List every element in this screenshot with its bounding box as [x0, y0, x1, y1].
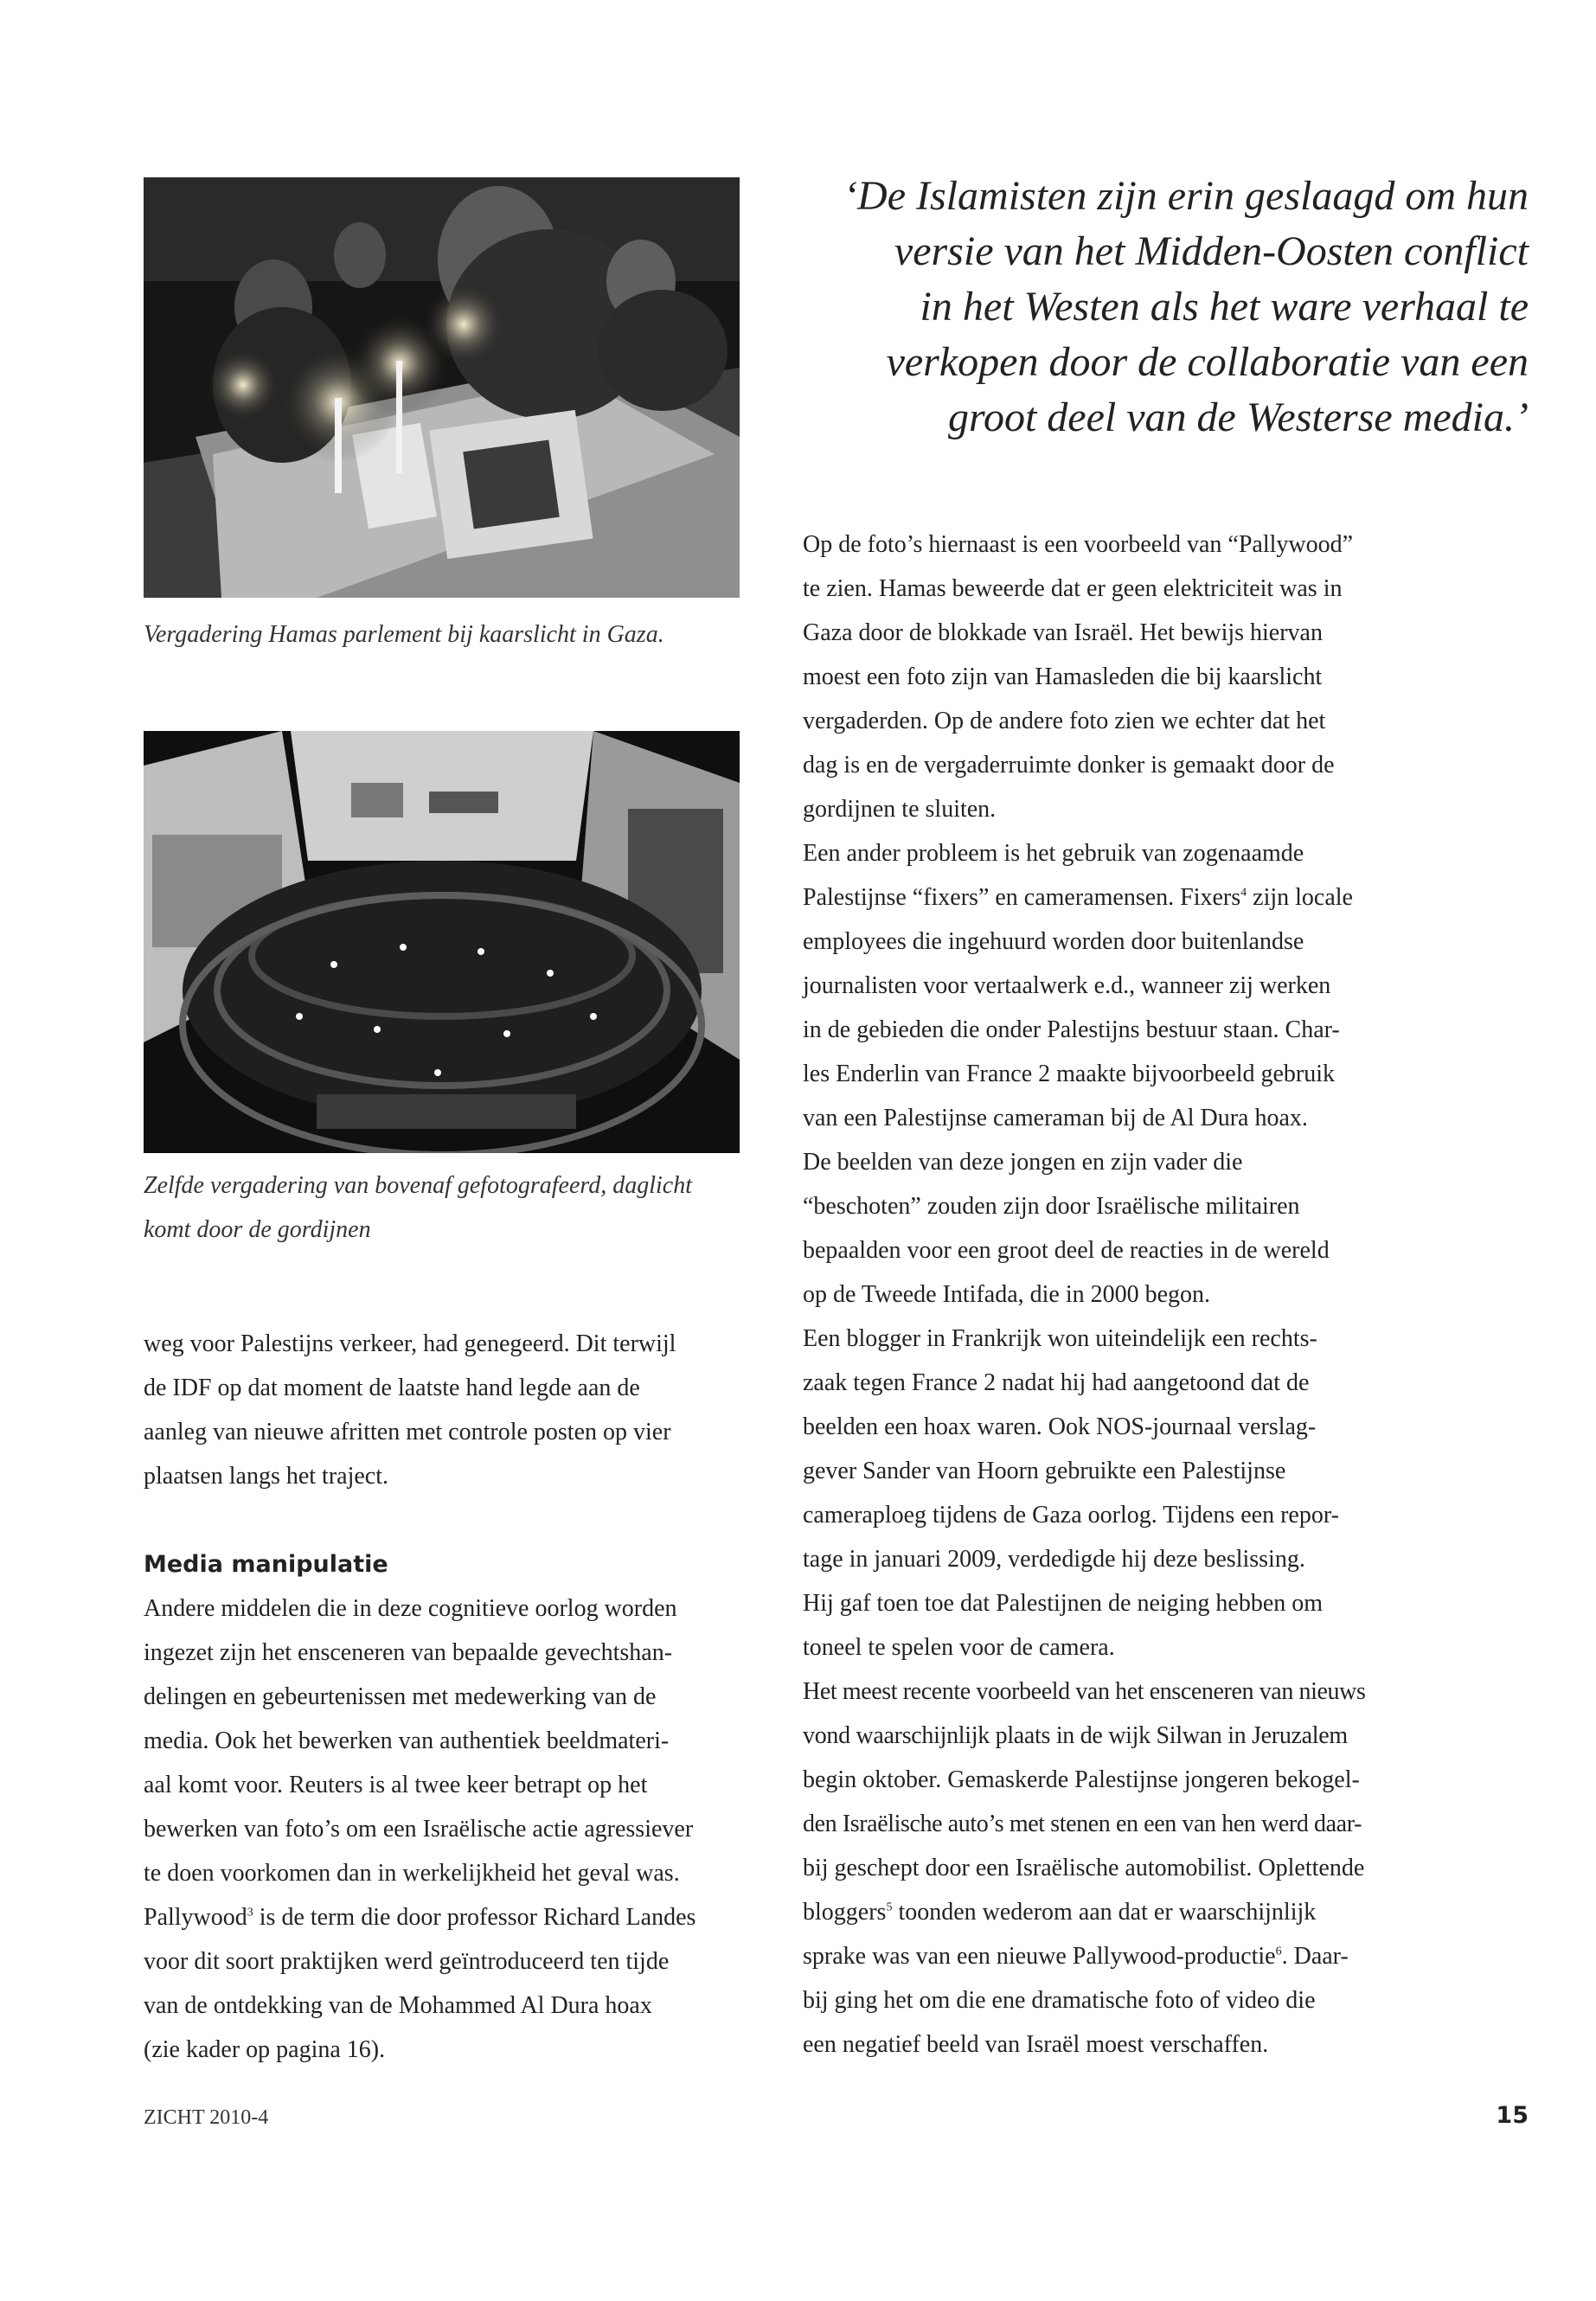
text-line: Een ander probleem is het gebruik van zogenaamde	[803, 840, 1304, 867]
page-number: 15	[1496, 2102, 1529, 2129]
candlelight-meeting-photo	[144, 177, 740, 598]
text-line: beelden een hoax waren. Ook NOS-journaal verslag-	[803, 1413, 1317, 1440]
text-line: voor dit soort praktijken werd geïntroduceerd ten tijde	[144, 1948, 670, 1975]
quote-line: groot deel van de Westerse media.’	[948, 394, 1529, 440]
photo1-caption: Vergadering Hamas parlement bij kaarslicht in Gaza.	[144, 621, 664, 648]
text-line: cameraploeg tijdens de Gaza oorlog. Tijdens een repor-	[803, 1502, 1339, 1529]
text-line: begin oktober. Gemaskerde Palestijnse jongeren bekogel-	[803, 1766, 1360, 1793]
text-run: sprake was van een nieuwe Pallywood-productie	[803, 1943, 1276, 1970]
text-line: gever Sander van Hoorn gebruikte een Palestijnse	[803, 1458, 1286, 1484]
text-line: Een blogger in Frankrijk won uiteindelijk een rechts-	[803, 1325, 1317, 1352]
publication-label: ZICHT 2010-4	[144, 2106, 269, 2129]
text-line: de IDF op dat moment de laatste hand legde aan de	[144, 1375, 640, 1401]
quote-line: in het Westen als het ware verhaal te	[920, 284, 1529, 330]
text-line: Hij gaf toen toe dat Palestijnen de neiging hebben om	[803, 1590, 1324, 1617]
text-line: employees die ingehuurd worden door buitenlandse	[803, 928, 1304, 955]
text-line: moest een foto zijn van Hamasleden die bij kaarslicht	[803, 663, 1323, 690]
text-line: bij ging het om die ene dramatische foto of video die	[803, 1987, 1316, 2014]
text-run: zijn locale	[1247, 884, 1353, 911]
right-column	[803, 522, 1426, 2067]
quote-line: ‘De Islamisten zijn erin geslaagd om hun	[843, 173, 1529, 219]
text-line: dag is en de vergaderruimte donker is gemaakt door de	[803, 752, 1335, 779]
text-line	[803, 875, 1426, 920]
meeting-overhead-photo	[144, 731, 740, 1153]
footnote-4: 4	[1240, 886, 1247, 900]
left-column	[144, 1322, 749, 2072]
photo2-caption-line: Zelfde vergadering van bovenaf gefotografeerd, daglicht	[144, 1172, 693, 1199]
text-line: van de ontdekking van de Mohammed Al Dura hoax	[144, 1992, 652, 2019]
text-line: bepaalden voor een groot deel de reacties in de wereld	[803, 1237, 1330, 1264]
text-line	[803, 1890, 1426, 1934]
text-line: Gaza door de blokkade van Israël. Het bewijs hiervan	[803, 619, 1323, 646]
text-line: tage in januari 2009, verdedigde hij deze beslissing.	[803, 1546, 1305, 1573]
photo2-caption	[144, 1163, 749, 1252]
text-line: op de Tweede Intifada, die in 2000 begon.	[803, 1281, 1211, 1308]
text-line: zaak tegen France 2 nadat hij had aangetoond dat de	[803, 1369, 1310, 1396]
text-line: vergaderden. Op de andere foto zien we echter dat het	[803, 708, 1326, 734]
text-line: bij geschept door een Israëlische automobilist. Oplettende	[803, 1855, 1365, 1881]
text-line: les Enderlin van France 2 maakte bijvoorbeeld gebruik	[803, 1061, 1336, 1087]
text-line: weg voor Palestijns verkeer, had genegeerd. Dit terwijl	[144, 1330, 676, 1357]
text-line: media. Ook het bewerken van authentiek beeldmateri-	[144, 1727, 670, 1754]
pull-quote	[761, 169, 1529, 445]
text-line: delingen en gebeurtenissen met medewerking van de	[144, 1683, 657, 1710]
text-line	[803, 1934, 1426, 1978]
meeting-overhead-illustration	[144, 731, 740, 1153]
text-line: (zie kader op pagina 16).	[144, 2036, 386, 2063]
text-line: van een Palestijnse cameraman bij de Al Dura hoax.	[803, 1105, 1308, 1131]
text-line: te zien. Hamas beweerde dat er geen elektriciteit was in	[803, 575, 1343, 602]
footnote-5: 5	[886, 1900, 893, 1914]
text-run: Palestijnse “fixers” en cameramensen. Fixers	[803, 884, 1241, 911]
candlelight-meeting-illustration	[144, 177, 740, 598]
text-line: bewerken van foto’s om een Israëlische actie agressiever	[144, 1816, 694, 1843]
text-line: gordijnen te sluiten.	[803, 796, 997, 823]
text-line: De beelden van deze jongen en zijn vader die	[803, 1149, 1243, 1176]
text-line: ingezet zijn het ensceneren van bepaalde gevechtshan-	[144, 1639, 673, 1666]
footnote-3: 3	[247, 1906, 253, 1920]
footnote-6: 6	[1275, 1945, 1282, 1958]
text-line: “beschoten” zouden zijn door Israëlische militairen	[803, 1193, 1300, 1220]
text-line: toneel te spelen voor de camera.	[803, 1634, 1115, 1661]
text-line: Op de foto’s hiernaast is een voorbeeld van “Pallywood”	[803, 531, 1354, 558]
text-line: Andere middelen die in deze cognitieve oorlog worden	[144, 1595, 677, 1622]
text-line: aanleg van nieuwe afritten met controle posten op vier	[144, 1419, 671, 1445]
text-line: een negatief beeld van Israël moest verschaffen.	[803, 2031, 1269, 2058]
text-line: aal komt voor. Reuters is al twee keer betrapt op het	[144, 1772, 648, 1798]
text-run: is de term die door professor Richard Landes	[253, 1904, 696, 1931]
text-run: . Daar-	[1281, 1943, 1349, 1970]
text-line: Het meest recente voorbeeld van het ensceneren van nieuws	[803, 1678, 1366, 1705]
text-line: journalisten voor vertaalwerk e.d., wanneer zij werken	[803, 972, 1331, 999]
text-line: in de gebieden die onder Palestijns bestuur staan. Char-	[803, 1016, 1340, 1043]
section-heading: Media manipulatie	[144, 1551, 388, 1578]
text-line: den Israëlische auto’s met stenen en een van hen werd daar-	[803, 1811, 1362, 1837]
photo2-caption-line: komt door de gordijnen	[144, 1216, 371, 1243]
text-line: plaatsen langs het traject.	[144, 1463, 388, 1490]
text-line	[144, 1895, 749, 1939]
text-run: bloggers	[803, 1899, 887, 1926]
text-line: te doen voorkomen dan in werkelijkheid het geval was.	[144, 1860, 680, 1887]
quote-line: versie van het Midden-Oosten conflict	[894, 228, 1529, 274]
pallywood-term: Pallywood	[144, 1904, 247, 1931]
text-run: toonden wederom aan dat er waarschijnlijk	[892, 1899, 1317, 1926]
text-line: vond waarschijnlijk plaats in de wijk Silwan in Jeruzalem	[803, 1722, 1348, 1749]
quote-line: verkopen door de collaboratie van een	[886, 339, 1529, 385]
